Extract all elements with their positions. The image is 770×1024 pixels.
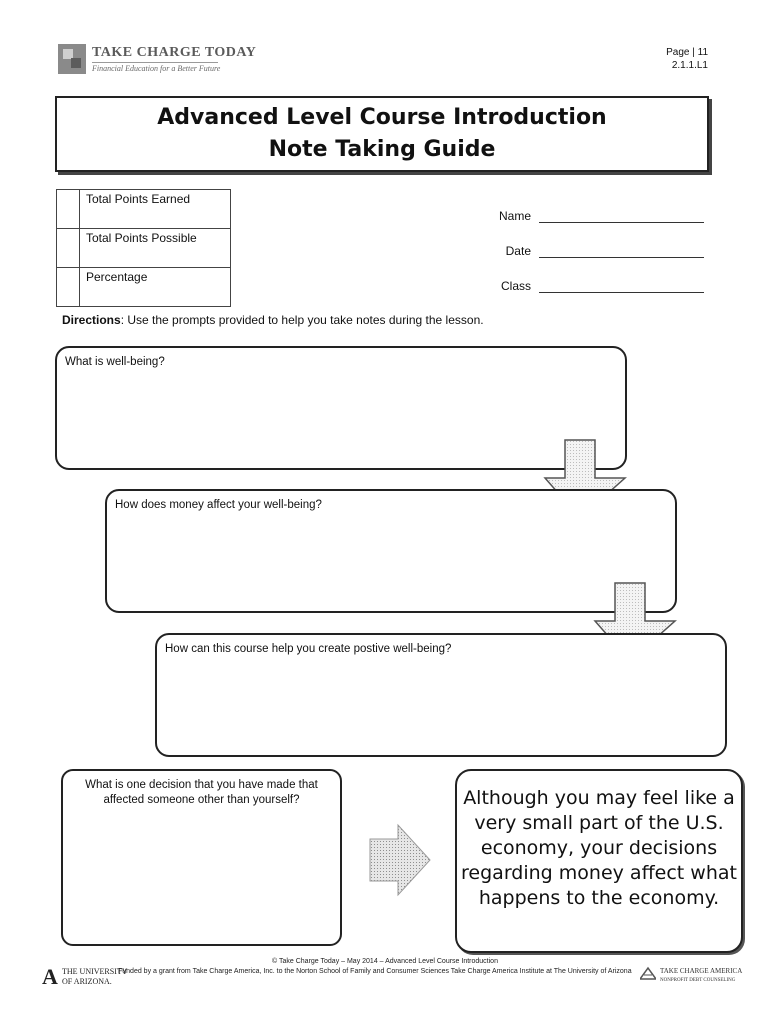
name-input-line[interactable] bbox=[539, 208, 704, 223]
prompt-text: What is one decision that you have made that affected someone other than yourself? bbox=[85, 779, 318, 806]
class-label: Class bbox=[500, 279, 531, 293]
page-label: Page | 11 bbox=[666, 47, 708, 58]
score-row bbox=[57, 190, 231, 229]
title-line-1: Advanced Level Course Introduction bbox=[157, 105, 607, 130]
title-line-2: Note Taking Guide bbox=[268, 137, 496, 162]
score-row bbox=[57, 229, 231, 268]
score-table bbox=[56, 189, 231, 307]
score-row-label: Percentage bbox=[80, 268, 231, 307]
date-input-line[interactable] bbox=[539, 243, 704, 258]
take-charge-america-logo-icon bbox=[640, 966, 656, 980]
score-row-label: Total Points Possible bbox=[80, 229, 231, 268]
score-row bbox=[57, 268, 231, 307]
take-charge-today-logo-icon bbox=[58, 44, 86, 74]
class-field bbox=[501, 278, 704, 293]
score-entry-cell[interactable] bbox=[57, 190, 80, 229]
economy-callout-box bbox=[455, 769, 743, 953]
tca-line-2: NONPROFIT DEBT COUNSELING bbox=[660, 978, 736, 983]
prompt-text: How does money affect your well-being? bbox=[115, 499, 322, 511]
lesson-code: 2.1.1.L1 bbox=[671, 60, 708, 71]
score-row-label: Total Points Earned bbox=[80, 190, 231, 229]
prompt-box-course-well-being[interactable] bbox=[155, 633, 727, 757]
title-box bbox=[55, 96, 709, 172]
class-input-line[interactable] bbox=[539, 278, 704, 293]
ua-line-1: THE UNIVERSITY bbox=[62, 967, 128, 976]
score-entry-cell[interactable] bbox=[57, 229, 80, 268]
prompt-box-well-being[interactable] bbox=[55, 346, 627, 470]
callout-text: Although you may feel like a very small part of the U.S. economy, your decisions regarding money affect what happens to the economy. bbox=[461, 787, 737, 909]
logo-subtitle: Financial Education for a Better Future bbox=[92, 64, 221, 73]
take-charge-america-wordmark bbox=[660, 967, 742, 985]
date-field bbox=[506, 243, 704, 258]
logo-divider bbox=[92, 62, 218, 63]
directions bbox=[62, 313, 484, 327]
logo-title: TAKE CHARGE TODAY bbox=[92, 45, 257, 60]
name-label: Name bbox=[498, 209, 531, 223]
ua-line-2: OF ARIZONA. bbox=[62, 977, 112, 986]
right-arrow-icon bbox=[368, 823, 432, 897]
footer-copyright: © Take Charge Today – May 2014 – Advanced Level Course Introduction bbox=[272, 958, 498, 965]
prompt-text: What is well-being? bbox=[65, 356, 165, 368]
prompt-box-decision[interactable] bbox=[61, 769, 342, 946]
directions-label: Directions bbox=[62, 313, 121, 327]
footer-grant: Funded by a grant from Take Charge America, Inc. to the Norton School of Family and Consumer Sciences Take Charge America Institute at The University of Arizona bbox=[118, 968, 632, 975]
prompt-text: How can this course help you create postive well-being? bbox=[165, 643, 452, 655]
directions-text: : Use the prompts provided to help you take notes during the lesson. bbox=[120, 313, 484, 327]
name-field bbox=[499, 208, 704, 223]
tca-line-1: TAKE CHARGE AMERICA bbox=[660, 967, 743, 975]
university-of-arizona-logo-icon: A bbox=[42, 964, 58, 989]
date-label: Date bbox=[505, 244, 531, 258]
score-entry-cell[interactable] bbox=[57, 268, 80, 307]
prompt-box-money-well-being[interactable] bbox=[105, 489, 677, 613]
page-number-block bbox=[666, 46, 708, 72]
